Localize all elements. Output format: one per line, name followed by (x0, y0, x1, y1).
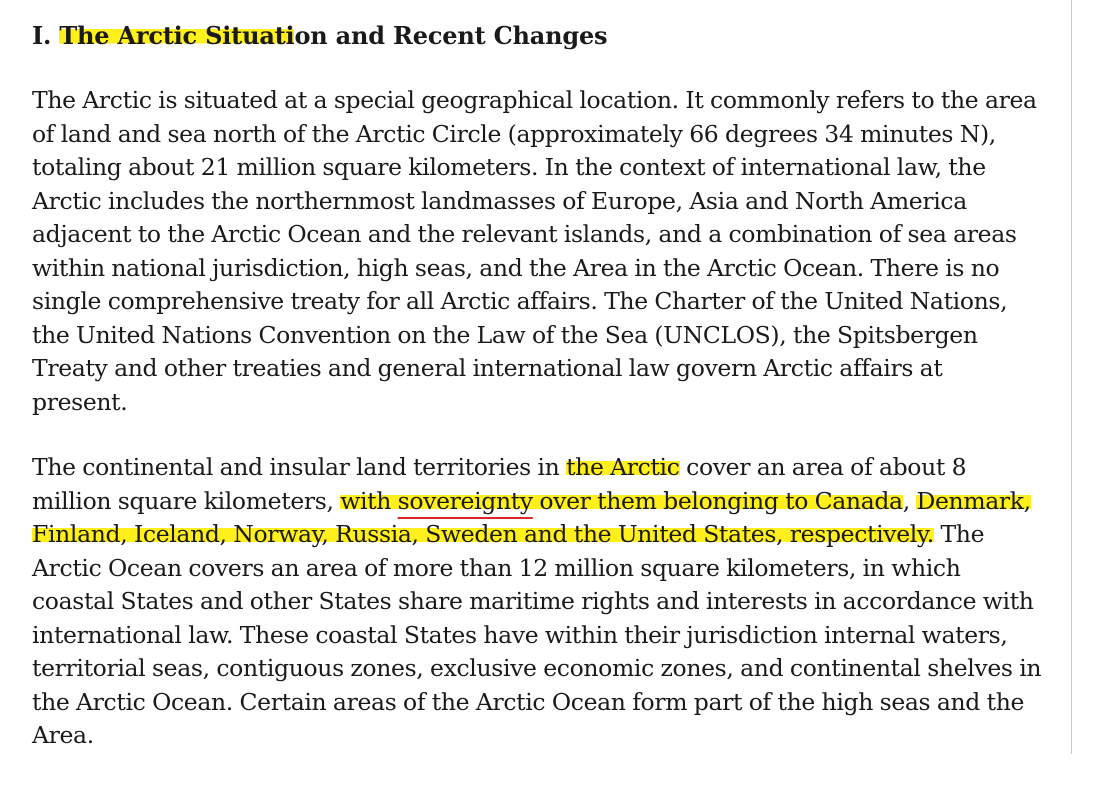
heading-rest: on and Recent Changes (294, 21, 608, 50)
paragraph-2-text: cover an area of about 8 million square kilometers, (32, 453, 967, 515)
paragraph-1: The Arctic is situated at a special geographical location. It commonly refers to the area of land and sea north of the Arctic Circle (approximately 66 degrees 34 minutes N), totaling about 21 million square kilometers. In the context of international law, the Arctic includes the northernmost landmasses of Europe, Asia and North America adjacent to the Arctic Ocean and the relevant islands, and a combination of sea areas within national jurisdiction, high seas, and the Area in the Arctic Ocean. There is no single comprehensive treaty for all Arctic affairs. The Charter of the United Nations, the United Nations Convention on the Law of the Sea (UNCLOS), the Spitsbergen Treaty and other treaties and general international law govern Arctic affairs at present. (32, 86, 1037, 416)
section-heading (32, 18, 1042, 54)
highlight-text: with (340, 486, 398, 515)
paragraph-2-text: The Arctic Ocean covers an area of more than 12 million square kilometers, in which coastal States and other States share maritime rights and interests in accordance with international law. These coastal States have within their jurisdiction internal waters, territorial seas, contiguous zones, exclusive economic zones, and continental shelves in the Arctic Ocean. Certain areas of the Arctic Ocean form part of the high seas and the Area. (32, 520, 1042, 749)
paragraph-2-text: , (902, 486, 917, 515)
paragraph-2 (32, 451, 1042, 753)
paragraph-2-text: The continental and insular land territories in (32, 453, 567, 481)
heading-number: I. (32, 21, 60, 50)
spellcheck-underlined-word[interactable]: sovereignty (397, 486, 533, 515)
highlight-country-list: Denmark, Finland, Iceland, Norway, Russia, Sweden and the United States, respectively. (32, 486, 1031, 548)
highlight-sovereignty-clause (340, 487, 903, 515)
heading-highlight: The Arctic Situati (59, 21, 295, 50)
highlight-the-arctic: the Arctic (566, 453, 680, 481)
page-right-border (1071, 0, 1072, 754)
document-body (32, 18, 1042, 785)
highlight-text: over them belonging to Canada (532, 486, 903, 515)
